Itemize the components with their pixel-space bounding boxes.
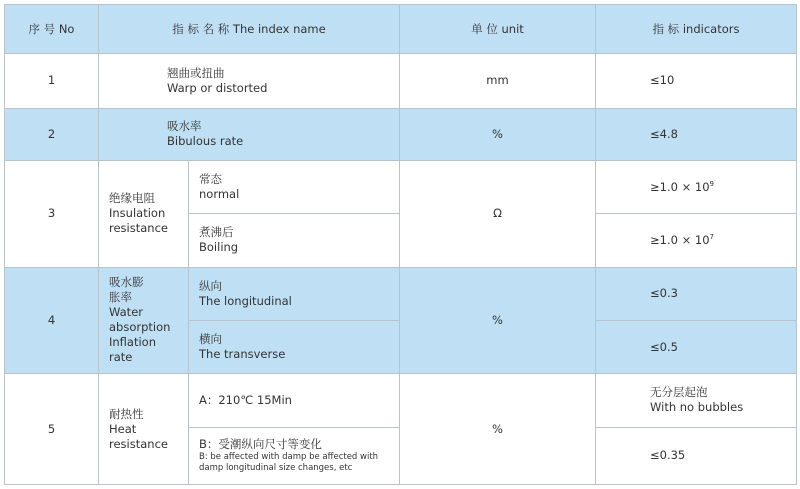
unit-cell: % [400, 108, 596, 160]
unit-cell: mm [400, 54, 596, 108]
indicator-cell [596, 374, 797, 427]
header-unit: 单 位 unit [400, 5, 596, 54]
indicator-cell [596, 160, 797, 213]
sub-index-cell [189, 320, 400, 373]
row-no: 4 [5, 267, 99, 374]
sub-index-zh: 纵向 [199, 278, 222, 293]
index-name-zh: 吸水率 [167, 119, 202, 134]
index-group-cell [99, 267, 189, 374]
index-group-zh: 吸水膨胀率 [109, 275, 144, 305]
indicator-cell: ≤0.5 [596, 320, 797, 373]
sub-index-cell [189, 160, 400, 213]
indicator-cell [596, 214, 797, 267]
sub-index-en: B: be affected with damp be affected with damp longitudinal size changes, etc [199, 452, 379, 474]
unit-cell: % [400, 374, 596, 485]
row-no: 5 [5, 374, 99, 485]
unit-cell: % [400, 267, 596, 374]
sub-index-zh: B：受潮纵向尺寸等变化 [199, 437, 322, 452]
row-no: 1 [5, 54, 99, 108]
spec-table [4, 4, 797, 485]
table-row [5, 267, 797, 320]
sub-index-en: The transverse [199, 347, 286, 362]
indicator-value-zh: 无分层起泡 [650, 385, 708, 400]
indicator-cell: ≤0.3 [596, 267, 797, 320]
sub-index-zh: 煮沸后 [199, 225, 234, 240]
sub-index-en: Boiling [199, 240, 239, 255]
sub-index-cell [189, 427, 400, 484]
index-name-cell [99, 108, 400, 160]
header-row [5, 5, 797, 54]
indicator-value: ≥1.0 × 10 [650, 179, 710, 194]
row-no: 3 [5, 160, 99, 267]
table-row [5, 108, 797, 160]
header-index-name: 指 标 名 称 The index name [99, 5, 400, 54]
index-group-en: Water absorption Inflation rate [109, 305, 171, 365]
index-name-cell [99, 54, 400, 108]
sub-index-cell: A：210℃ 15Min [189, 374, 400, 427]
row-no: 2 [5, 108, 99, 160]
unit-cell: Ω [400, 160, 596, 267]
index-group-en: Insulation resistance [109, 206, 168, 236]
table-row [5, 160, 797, 213]
indicator-cell: ≤4.8 [596, 108, 797, 160]
sub-index-en: The longitudinal [199, 293, 292, 308]
index-group-zh: 绝缘电阻 [109, 191, 155, 206]
header-indicators: 指 标 indicators [596, 5, 797, 54]
indicator-value-en: With no bubbles [650, 400, 744, 415]
sub-index-zh: 常态 [199, 172, 222, 187]
sub-index-cell [189, 267, 400, 320]
index-name-en: Bibulous rate [167, 134, 244, 149]
indicator-exponent: 7 [709, 233, 714, 242]
indicator-cell: ≤10 [596, 54, 797, 108]
table-row [5, 54, 797, 108]
indicator-cell: ≤0.35 [596, 427, 797, 484]
indicator-value: ≥1.0 × 10 [650, 232, 710, 247]
indicator-exponent: 9 [709, 179, 714, 188]
header-no: 序 号 No [5, 5, 99, 54]
sub-index-cell [189, 214, 400, 267]
index-group-cell [99, 160, 189, 267]
index-group-cell [99, 374, 189, 485]
index-group-en: Heat resistance [109, 421, 168, 451]
table-row [5, 374, 797, 427]
index-name-en: Warp or distorted [167, 80, 268, 95]
index-name-zh: 翘曲或扭曲 [167, 65, 225, 80]
index-group-zh: 耐热性 [109, 406, 144, 421]
sub-index-zh: 横向 [199, 332, 222, 347]
sub-index-en: normal [199, 187, 240, 202]
